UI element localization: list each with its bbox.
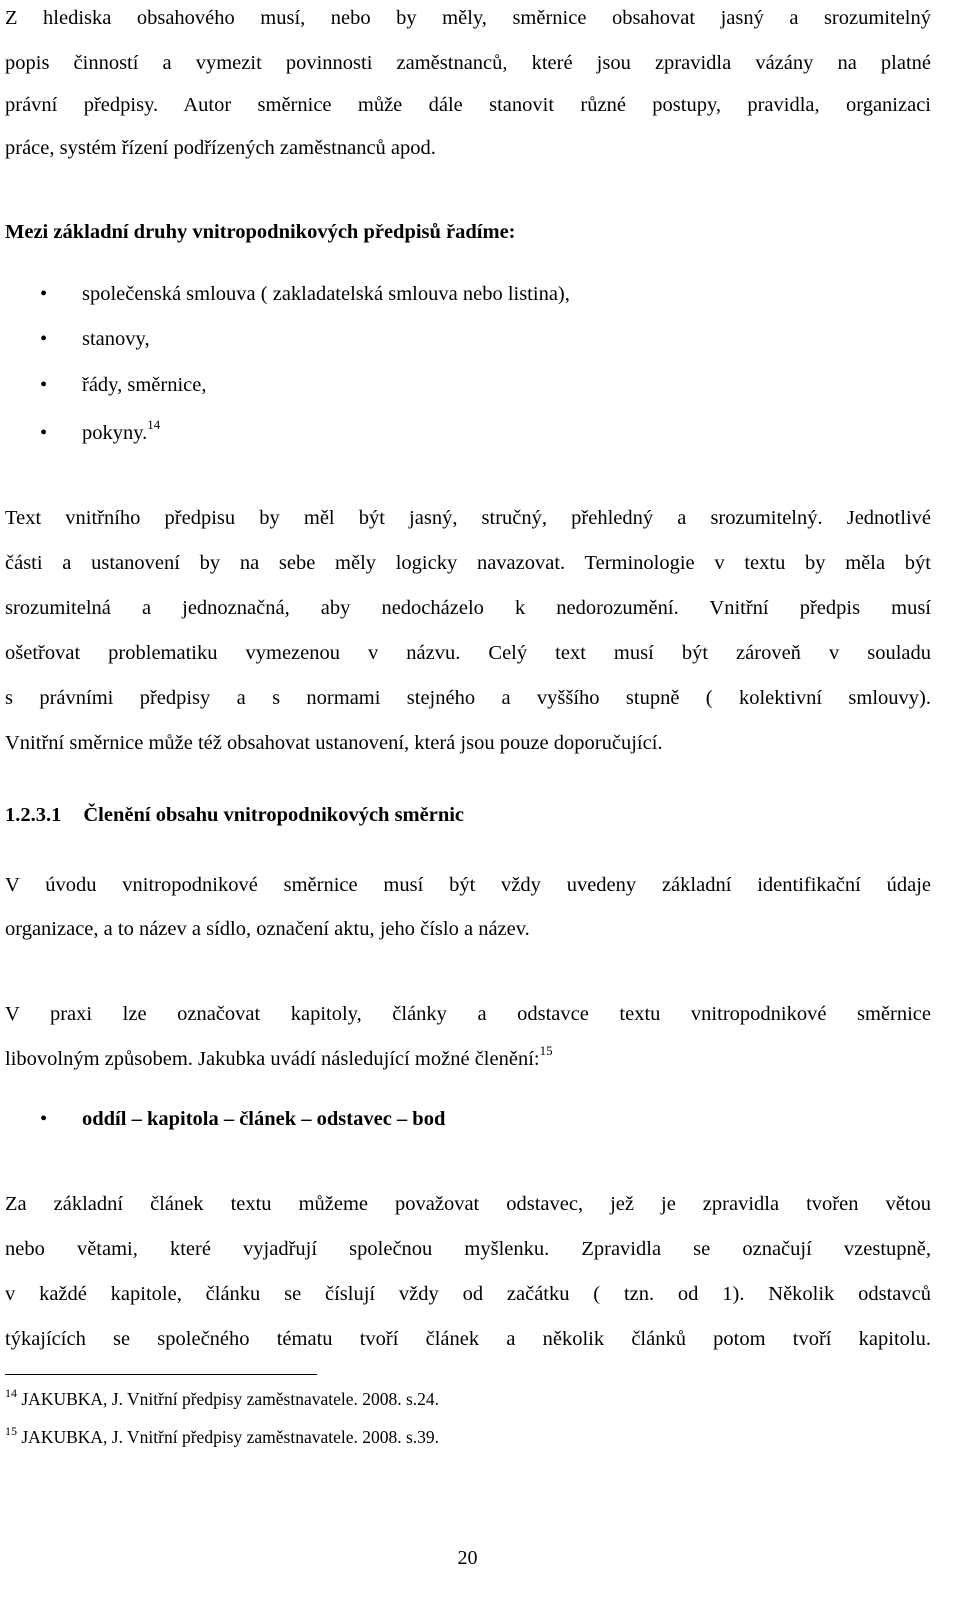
footnote <box>5 1388 439 1410</box>
text-line: právní předpisy. Autor směrnice může dále stanovit různé postupy, pravidla, organizaci <box>5 94 931 116</box>
section-number: 1.2.3.1 <box>5 804 62 826</box>
text-line: Vnitřní směrnice může též obsahovat ustanovení, která jsou pouze doporučující. <box>5 732 663 754</box>
text-line: části a ustanovení by na sebe měly logicky navazovat. Terminologie v textu by měla být <box>5 552 931 574</box>
hierarchy-text: oddíl – kapitola – článek – odstavec – bod <box>82 1108 446 1130</box>
page-number: 20 <box>457 1547 478 1569</box>
text-line: Z hlediska obsahového musí, nebo by měly, směrnice obsahovat jasný a srozumitelný <box>5 7 931 29</box>
footnote-number: 15 <box>5 1424 17 1438</box>
text-line: týkajících se společného tématu tvoří článek a několik článků potom tvoří kapitolu. <box>5 1328 931 1350</box>
list-item-text: stanovy, <box>82 328 150 350</box>
bullet-icon: • <box>40 374 48 396</box>
list-item-text <box>82 417 161 446</box>
bullet-icon: • <box>40 283 48 305</box>
text-line: v každé kapitole, článku se číslují vždy od začátku ( tzn. od 1). Několik odstavců <box>5 1283 931 1305</box>
footnote-ref[interactable]: 14 <box>147 417 161 432</box>
list-item-text: řády, směrnice, <box>82 374 207 396</box>
text-line: Za základní článek textu můžeme považovat odstavec, jež je zpravidla tvořen větou <box>5 1193 931 1215</box>
footnote-divider <box>5 1374 317 1375</box>
section-heading <box>5 802 931 828</box>
footnote-text: JAKUBKA, J. Vnitřní předpisy zaměstnavatele. 2008. s.39. <box>21 1427 440 1447</box>
text-line: srozumitelná a jednoznačná, aby nedocházelo k nedorozumění. Vnitřní předpis musí <box>5 597 931 619</box>
text-line: práce, systém řízení podřízených zaměstnanců apod. <box>5 137 436 159</box>
text-line-label: libovolným způsobem. Jakubka uvádí následující možné členění: <box>5 1048 540 1070</box>
footnote-text: JAKUBKA, J. Vnitřní předpisy zaměstnavatele. 2008. s.24. <box>21 1389 440 1409</box>
bullet-icon: • <box>40 1108 48 1130</box>
text-line <box>5 1043 931 1072</box>
list-item-text: společenská smlouva ( zakladatelská smlouva nebo listina), <box>82 283 570 305</box>
list-heading: Mezi základní druhy vnitropodnikových předpisů řadíme: <box>5 221 516 243</box>
text-line: nebo větami, které vyjadřují společnou myšlenku. Zpravidla se označují vzestupně, <box>5 1238 931 1260</box>
footnote <box>5 1426 439 1448</box>
text-line: s právními předpisy a s normami stejného a vyššího stupně ( kolektivní smlouvy). <box>5 687 931 709</box>
text-line: ošetřovat problematiku vymezenou v názvu. Celý text musí být zároveň v souladu <box>5 642 931 664</box>
bullet-icon: • <box>40 422 48 444</box>
list-item-label: pokyny. <box>82 422 148 444</box>
footnote-number: 14 <box>5 1386 17 1400</box>
footnote-ref[interactable]: 15 <box>539 1043 553 1058</box>
text-line: popis činností a vymezit povinnosti zaměstnanců, které jsou zpravidla vázány na platné <box>5 52 931 74</box>
text-line: organizace, a to název a sídlo, označení aktu, jeho číslo a název. <box>5 918 530 940</box>
text-line: Text vnitřního předpisu by měl být jasný, stručný, přehledný a srozumitelný. Jednotlivé <box>5 507 931 529</box>
text-line: V úvodu vnitropodnikové směrnice musí být vždy uvedeny základní identifikační údaje <box>5 874 931 896</box>
bullet-icon: • <box>40 328 48 350</box>
section-title: Členění obsahu vnitropodnikových směrnic <box>83 804 465 826</box>
text-line: V praxi lze označovat kapitoly, články a odstavce textu vnitropodnikové směrnice <box>5 1003 931 1025</box>
